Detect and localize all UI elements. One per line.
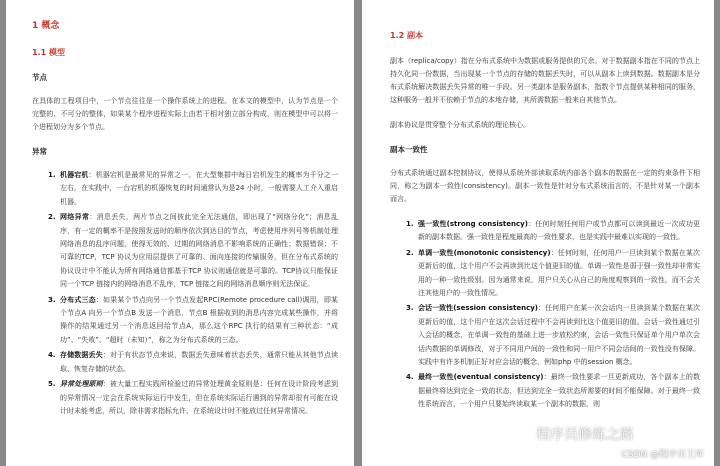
replica-paragraph: 副本（replica/copy）指在分布式系统中为数据或服务提供的冗余。对于数据副本指在不同的节点上持久化同一份数据，当出现某一个节点的存储的数据丢失时，可以从副本上读到数据。数据副本是分布式系统解决数据丢失异常的唯一手段。另一类副本是服务副本，指数个节点提供某种相同的服务，这种服务一般并不依赖于节点的本地存储，其所需数据一般来自其他节点。 (390, 57, 700, 104)
item-text: ：机器宕机是最常见的异常之一。在大型集群中每日宕机发生的概率为千分之一左右，在实践中，一台宕机的机器恢复的时间通常认为是24 小时，一般需要人工介入重启机器。 (60, 171, 339, 206)
item-number: 1. (48, 171, 56, 179)
item-number: 5. (48, 380, 56, 389)
exception-list (32, 169, 338, 418)
list-item (406, 218, 700, 245)
consistency-heading: 副本一致性 (390, 145, 428, 154)
watermark-text: 程序员修炼之路 (536, 427, 634, 443)
list-item (406, 371, 701, 411)
node-heading: 节点 (32, 73, 47, 82)
node-paragraph: 在具体的工程项目中，一个节点往往是一个操作系统上的进程。在本文的模型中，认为节点是一个完整的、不可分的整体，如果某个程序进程实际上由若干相对独立部分构成，则在模型中可以将一个进程划分为多个节点。 (32, 97, 338, 131)
item-number: 3. (406, 304, 414, 313)
list-item (48, 211, 338, 291)
right-page (362, 0, 714, 466)
item-text: ：任何用户在某一次会话内一旦读到某个数据在某次更新后的值，这个用户在这次会话过程中不会再读到比这个值更旧的值。会话一致性通过引入会话的概念，在单调一致性的基础上进一步放松约束，会话一致性只保证单个用户单次会话内数据的单调修改，对于不同用户间的一致性和同一用户不同会话间的一致性没有保障。实践中有许多机制正好对应会话的概念，例如php 中的session 概念。 (418, 304, 700, 367)
item-number: 4. (48, 351, 56, 360)
list-item (48, 349, 339, 376)
section-heading-model: 1.1 模型 (32, 48, 65, 57)
chapter-heading: 1 概念 (32, 21, 60, 31)
item-term: 分布式三态 (60, 295, 96, 304)
item-term: 单调一致性(monotonic consistency) (418, 248, 551, 257)
left-page (6, 0, 354, 466)
list-item (48, 169, 339, 209)
item-text: ：消息丢失，两片节点之间彼此完全无法通信，即出现了“网络分化”；消息乱序，有一定的概率不是按照发送时的顺序依次到达目的节点，考虑使用序列号等机制处理网络消息的乱序问题，使得无效的、过期的网络消息不影响系统的正确性；数据错误；不可靠的TCP，TCP 协议为应用层提供了可靠的、面向连接的传输服务，但在分布式系统的协议设计中不能认为所有网络通信都基于TCP 协议则通信就是可靠的。TCP协议只能保证同一个TCP 链接内的网络消息不乱序，TCP 链接之间的网络消息顺序则无法保证。 (60, 213, 338, 289)
item-number: 4. (406, 373, 414, 382)
replica-protocol-paragraph: 副本协议是贯穿整个分布式系统的理论核心。 (390, 121, 530, 129)
item-term: 异常处理原则 (60, 380, 103, 389)
item-text: ：被大量工程实践所检验过的异常处理黄金原则是：任何在设计阶段考虑到的异常情况一定会在系统实际运行中发生，但在系统实际运行遇到的异常却很有可能在设计时未能考虑，所以，除非需求指标允许，在系统设计时不能放过任何异常情况。 (60, 380, 339, 415)
item-term: 强一致性(strong consistency) (418, 220, 528, 228)
item-text: ：任何时刻，任何用户一旦读到某个数据在某次更新后的值，这个用户不会再读到比这个值更旧的值。单调一致性是弱于强一致性却非常实用的一种一致性级别。因为通常来说，用户只关心从自己的角度观察到的一致性，而不会关注其他用户的一致性情况。 (418, 248, 700, 298)
item-number: 2. (406, 248, 414, 257)
item-term: 机器宕机 (60, 171, 89, 179)
item-number: 2. (48, 213, 56, 222)
item-text: ：最终一致性要求一旦更新成功，各个副本上的数据最终将达到完全一致的状态，但达到完全一致状态所需要的时间不能保障。对于最终一致性系统而言，一个用户只要始终读取某一个副本的数据，则 (418, 373, 701, 409)
item-text: ：对于有状态节点来说，数据丢失意味着状态丢失，通常只能从其他节点读取、恢复存储的状态。 (60, 351, 339, 373)
exception-heading: 异常 (32, 147, 47, 156)
list-item (406, 247, 700, 301)
item-number: 1. (406, 220, 414, 228)
list-item (406, 302, 700, 369)
item-term: 会话一致性(session consistency) (418, 304, 538, 313)
item-text: ：任何时刻任何用户或节点都可以读到最近一次成功更新的副本数据。强一致性是程度最高的一致性要求，也是实践中最难以实现的一致性。 (418, 220, 700, 242)
consistency-list (390, 218, 700, 412)
section-heading-replica: 1.2 副本 (390, 31, 423, 40)
consistency-paragraph: 分布式系统通过副本控制协议，使得从系统外部读取系统内部各个副本的数据在一定的约束条件下相同，称之为副本一致性(consistency)。副本一致性是针对分布式系统而言的，不是针对某一个副本而言。 (390, 169, 700, 203)
watermark-csdn: CSDN @程序员王库 (621, 450, 704, 460)
item-text: ：如果某个节点向另一个节点发起RPC(Remote procedure call)调用，即某个节点A 向另一个节点B 发送一个消息，节点B 根据收到的消息内容完成某些操作，并将操作的结果通过另一个消息返回给节点A，那么这个RPC 执行的结果有三种状态：“成功”、“失败”、“超时（未知）”，称之为分布式系统的三态。 (60, 295, 339, 344)
item-term: 网络异常 (60, 213, 90, 222)
item-term: 最终一致性(eventual consistency) (418, 373, 544, 382)
item-number: 3. (48, 295, 56, 304)
item-term: 存储数据丢失 (60, 351, 103, 360)
list-item (48, 378, 339, 418)
list-item (48, 294, 339, 348)
